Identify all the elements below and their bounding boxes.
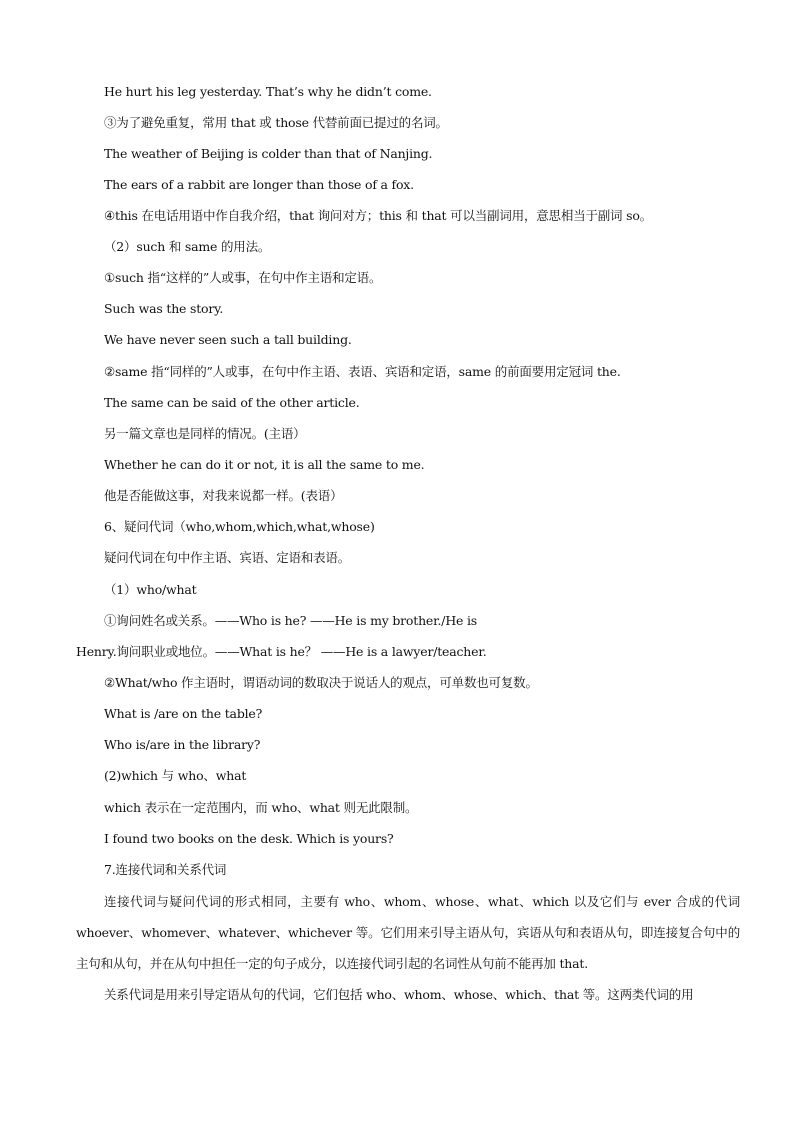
translation-line: 另一篇文章也是同样的情况。(主语） bbox=[104, 426, 306, 441]
subsection-heading: （1）who/what bbox=[104, 582, 197, 597]
text-line: ④this 在电话用语中作自我介绍，that 询问对方；this 和 that 可以当副词用，意思相当于副词 so。 bbox=[104, 208, 652, 223]
subsection-heading: （2）such 和 same 的用法。 bbox=[104, 239, 271, 254]
section-heading: 7.连接代词和关系代词 bbox=[104, 862, 227, 877]
text-line: ①询问姓名或关系。——Who is he? ——He is my brother./He is bbox=[104, 613, 477, 628]
body-paragraph: 关系代词是用来引导定语从句的代词，它们包括 who、whom、whose、which、that 等。这两类代词的用 bbox=[104, 987, 694, 1002]
subsection-heading: (2)which 与 who、what bbox=[104, 768, 247, 783]
text-line: Henry.询问职业或地位。——What is he？ ——He is a lawyer/teacher. bbox=[76, 644, 487, 659]
text-line: 疑问代词在句中作主语、宾语、定语和表语。 bbox=[104, 550, 351, 565]
text-line: ①such 指“这样的”人或事，在句中作主语和定语。 bbox=[104, 270, 382, 285]
text-line: He hurt his leg yesterday. That’s why he didn’t come. bbox=[104, 84, 432, 99]
text-line: ②same 指“同样的”人或事，在句中作主语、表语、宾语和定语，same 的前面要用定冠词 the. bbox=[104, 364, 621, 379]
section-heading: 6、疑问代词（who,whom,which,what,whose) bbox=[104, 519, 375, 534]
example-sentence: Whether he can do it or not, it is all the same to me. bbox=[104, 457, 425, 472]
example-sentence: The same can be said of the other article. bbox=[104, 395, 360, 410]
text-line: ②What/who 作主语时，谓语动词的数取决于说话人的观点，可单数也可复数。 bbox=[104, 675, 538, 690]
example-sentence: The weather of Beijing is colder than that of Nanjing. bbox=[104, 146, 433, 161]
translation-line: 他是否能做这事，对我来说都一样。(表语） bbox=[104, 488, 343, 503]
example-sentence: Who is/are in the library? bbox=[104, 737, 261, 752]
example-sentence: Such was the story. bbox=[104, 301, 224, 316]
body-paragraph: 连接代词与疑问代词的形式相同，主要有 who、whom、whose、what、which 以及它们与 ever 合成的代词 whoever、whomever、whatever、whichever 等。它们用来引导主语从句，宾语从句和表语从句，即连接复合句中的主句和从句，并在从句中担任一定的句子成分，以连接代词引起的名词性从句前不能再加 that. bbox=[76, 894, 740, 971]
example-sentence: The ears of a rabbit are longer than those of a fox. bbox=[104, 177, 414, 192]
example-sentence: I found two books on the desk. Which is yours? bbox=[104, 831, 394, 846]
text-line: ③为了避免重复，常用 that 或 those 代替前面已提过的名词。 bbox=[104, 115, 448, 130]
example-sentence: What is /are on the table? bbox=[104, 706, 263, 721]
example-sentence: We have never seen such a tall building. bbox=[104, 332, 352, 347]
text-line: which 表示在一定范围内，而 who、what 则无此限制。 bbox=[104, 800, 418, 815]
